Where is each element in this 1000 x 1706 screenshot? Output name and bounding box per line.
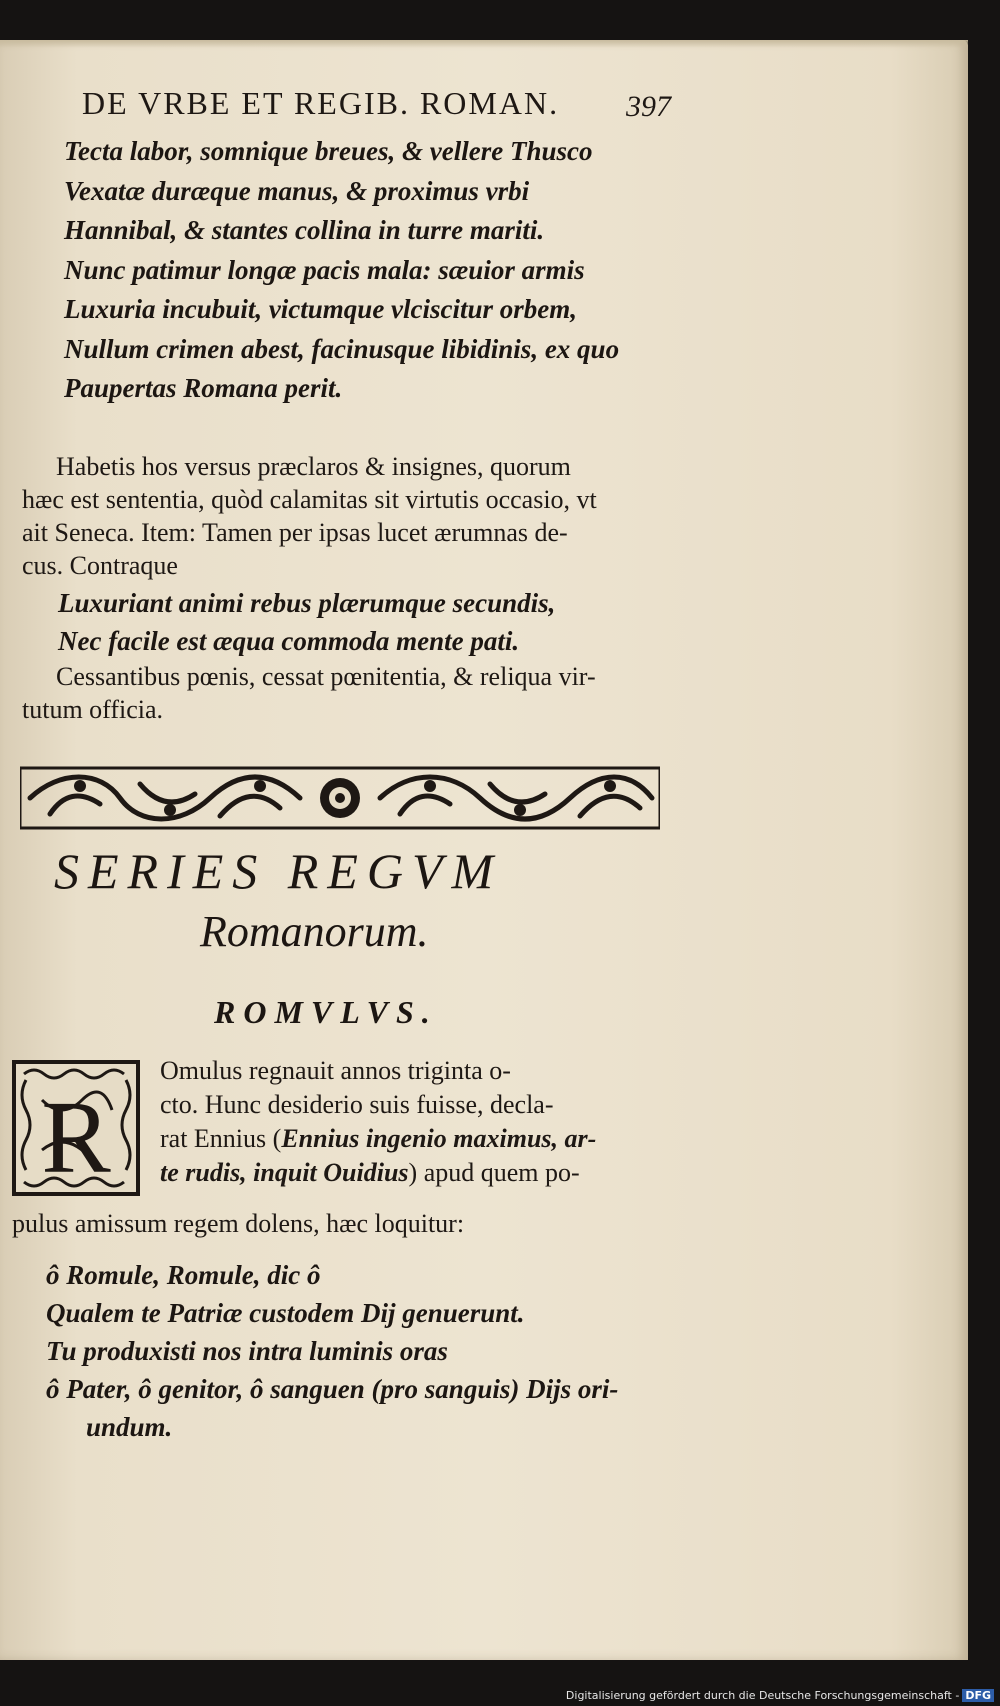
body-text: ) apud quem po-: [408, 1158, 580, 1187]
verse-line: Nunc patimur longæ pacis mala: sæuior armis: [64, 254, 585, 285]
verse-line: Hannibal, & stantes collina in turre mariti.: [64, 215, 545, 245]
prose-line: ait Seneca. Item: Tamen per ipsas lucet ærumnas de-: [22, 518, 568, 547]
woodcut-ornament-band: [20, 764, 660, 832]
verse-line: Tu produxisti nos intra luminis oras: [46, 1336, 448, 1366]
verse-line: Nullum crimen abest, facinusque libidinis, ex quo: [64, 333, 620, 364]
body-italic-text: Ennius ingenio maximus, ar-: [281, 1124, 597, 1153]
verse-line: Tecta labor, somnique breues, & vellere Thusco: [64, 136, 593, 166]
prose-line: hæc est sententia, quòd calamitas sit virtutis occasio, vt: [22, 485, 597, 514]
verse-block-2: [58, 584, 698, 660]
prose-line: cus. Contraque: [22, 551, 178, 580]
credit-text: Digitalisierung gefördert durch die Deutsche Forschungsgemeinschaft -: [565, 1689, 960, 1702]
prose-line: tutum officia.: [22, 695, 164, 724]
digitization-credit: [566, 1689, 994, 1702]
section-title: SERIES REGVM: [54, 843, 503, 899]
verse-line: Vexatæ duræque manus, & proximus vrbi: [64, 175, 530, 206]
running-header: DE VRBE ET REGIB. ROMAN.: [82, 85, 560, 121]
verse-line: Luxuriant animi rebus plærumque secundis,: [58, 588, 556, 618]
body-line: Omulus regnauit annos triginta o-: [160, 1056, 511, 1085]
verse-line: undum.: [86, 1412, 173, 1442]
section-subtitle: Romanorum.: [200, 907, 429, 956]
prose-line: Cessantibus pœnis, cessat pœnitentia, & reliqua vir-: [56, 662, 596, 691]
prose-line: Habetis hos versus præclaros & insignes, quorum: [56, 452, 571, 481]
book-page: [0, 40, 968, 1660]
svg-text:R: R: [41, 1080, 111, 1195]
verse-line: Luxuria incubuit, victumque vlciscitur orbem,: [64, 294, 578, 324]
verse-line: Nec facile est æqua commoda mente pati.: [58, 626, 520, 656]
body-line: [160, 1122, 680, 1156]
verse-line: Paupertas Romana perit.: [64, 373, 343, 403]
verse-line: ô Romule, Romule, dic ô: [46, 1260, 321, 1290]
prose-paragraph-1: [22, 450, 682, 582]
page-number: 397: [626, 90, 671, 123]
body-italic-text: te rudis, inquit Ouidius: [160, 1158, 409, 1187]
decorated-initial-r-icon: [12, 1060, 140, 1196]
prose-paragraph-2: [22, 660, 682, 726]
body-line: cto. Hunc desiderio suis fuisse, decla-: [160, 1090, 554, 1119]
body-line: [160, 1156, 680, 1190]
verse-line: Qualem te Patriæ custodem Dij genuerunt.: [46, 1298, 525, 1328]
body-line: pulus amissum regem dolens, hæc loquitur:: [12, 1209, 465, 1238]
chapter-heading: ROMVLVS.: [214, 994, 438, 1030]
verse-block-3: [46, 1256, 686, 1446]
dfg-logo-icon: DFG: [962, 1689, 994, 1702]
body-text: rat Ennius (: [160, 1124, 282, 1153]
verse-block-1: [64, 132, 704, 409]
romulus-paragraph: [160, 1054, 680, 1190]
verse-line: ô Pater, ô genitor, ô sanguen (pro sanguis) Dijs ori-: [46, 1374, 619, 1404]
